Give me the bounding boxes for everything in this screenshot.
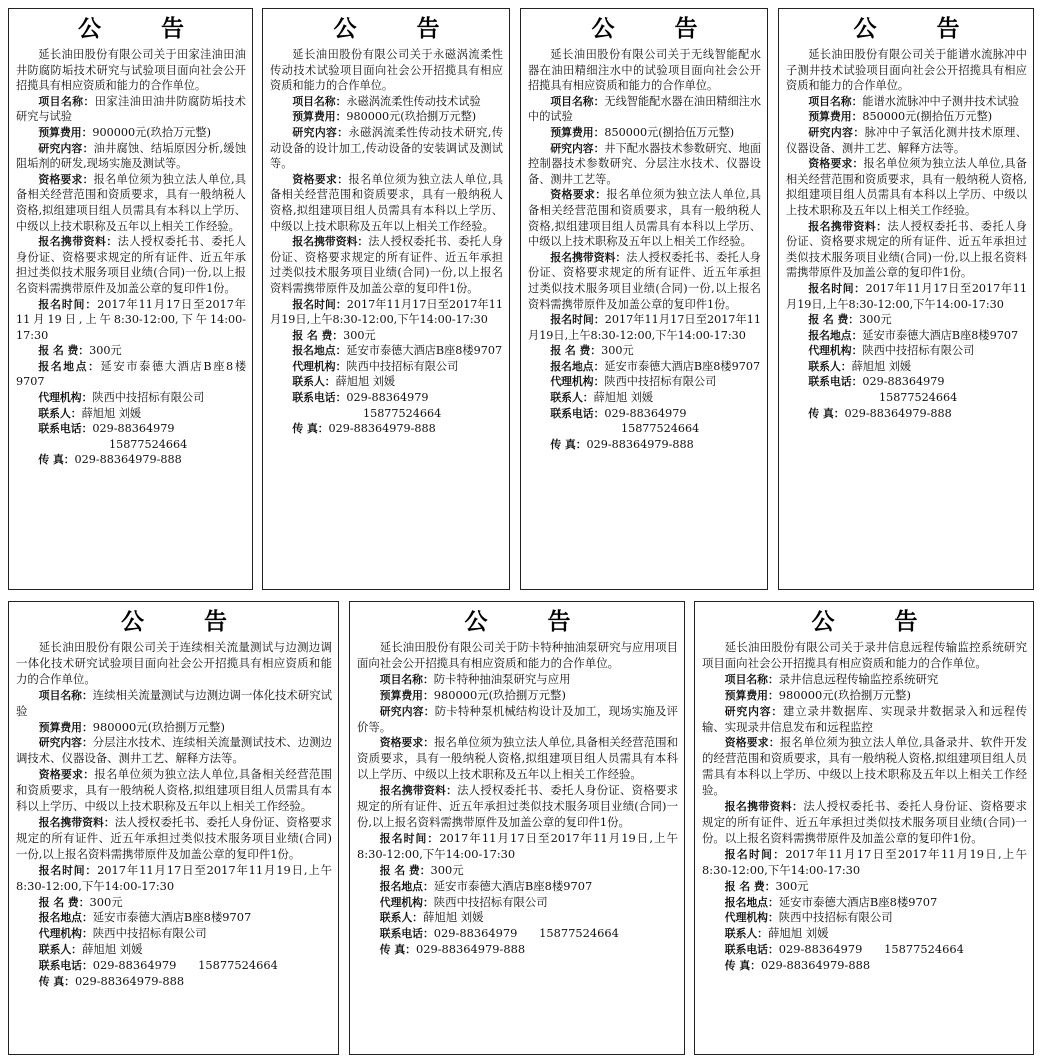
phone-value: 029-88364979 — [862, 375, 945, 389]
fax-label: 传 真： — [38, 975, 75, 989]
notice-body — [16, 47, 246, 468]
qualification-label: 资格要求： — [550, 188, 607, 202]
fee-label: 报 名 费： — [38, 895, 90, 909]
project-value: 永磁涡流柔性传动技术试验 — [346, 94, 481, 108]
fee-value: 300元 — [859, 313, 892, 327]
fax-label: 传 真： — [38, 453, 75, 467]
time-row — [16, 863, 332, 895]
phone-row-2 — [528, 421, 761, 437]
fax-row — [16, 452, 246, 468]
place-value: 延安市泰德大酒店B座8楼9707 — [433, 878, 593, 893]
qualification-label: 资格要求： — [292, 172, 349, 186]
project-row — [702, 672, 1027, 688]
project-label: 项目名称： — [379, 672, 434, 686]
fee-row — [702, 879, 1027, 895]
contact-value: 薛旭旭 刘媛 — [335, 375, 396, 389]
phone-row — [270, 390, 503, 406]
documents-label: 报名携带资料： — [38, 235, 118, 249]
phone-row-2 — [16, 437, 246, 453]
budget-label: 预算费用： — [379, 688, 434, 702]
time-row — [16, 297, 246, 344]
qualification-value: 报名单位须为独立法人单位,具备相关经营范围和资质要求，具有一般纳税人资格,拟组建项目组人员需具有本科以上学历、中级以上技术职称及五年以上相关工作经验。 — [357, 735, 679, 782]
project-value: 能谱水流脉冲中子测井技术试验 — [862, 94, 1020, 108]
documents-row — [16, 815, 332, 863]
fax-value: 029-88364979-888 — [74, 453, 182, 467]
documents-value: 法人授权委托书、委托人身份证、资格要求规定的所有证件、近五年承担过类似技术服务项目业绩(合同)一份,以上报名资料需携带原件及加盖公章的复印件1份。 — [16, 814, 332, 861]
fee-row — [786, 312, 1027, 328]
qualification-value: 报名单位须为独立法人单位,具备相关经营范围和资质要求，具有一般纳税人资格,拟组建项目组人员需具有本科以上学历、中级以上技术职称及五年以上相关工作经验。 — [16, 767, 333, 814]
agency-row — [16, 926, 332, 942]
content-value: 井下配水器技术参数研究、地面控制器技术参数研究、分层注水技术、仪器设备、测井工艺等。 — [528, 141, 762, 186]
content-row — [270, 125, 503, 172]
budget-value: 980000元(玖拾捌万元整) — [346, 110, 477, 124]
time-label: 报名时间： — [379, 831, 440, 845]
content-value: 油井腐蚀、结垢原因分析,缓蚀阻垢剂的研发,现场实施及测试等。 — [16, 141, 247, 171]
phone-spacer — [176, 958, 198, 972]
phone-spacer — [517, 926, 539, 940]
contact-label: 联系人： — [379, 911, 423, 925]
notice-intro: 延长油田股份有限公司关于无线智能配水器在油田精细注水中的试验项目面向社会公开招揽具有相应资质和能力的合作单位。 — [528, 48, 761, 93]
time-value: 2017年11月17日至2017年11月19日,上午8:30-12:00,下午14:00-17:30 — [357, 830, 678, 861]
contact-value: 薛旭旭 刘媛 — [81, 942, 143, 957]
content-row — [16, 735, 332, 767]
content-value: 建立录井数据库、实现录井数据录入和远程传输、实现录井信息发布和远程监控 — [702, 703, 1027, 734]
phone-value-2: 15877524664 — [878, 391, 958, 405]
documents-row — [786, 219, 1027, 281]
place-row — [16, 910, 332, 926]
fee-row — [270, 328, 503, 344]
phone-value-2: 15877524664 — [620, 422, 700, 436]
project-label: 项目名称： — [724, 672, 779, 686]
fax-value: 029-88364979-888 — [328, 422, 436, 436]
qualification-value: 报名单位须为独立法人单位,具备相关经营范围和资质要求，具有一般纳税人资格,拟组建项目组人员需具有本科以上学历、中级以上技术职称及五年以上相关工作经验。 — [270, 172, 504, 233]
agency-value: 陕西中技招标有限公司 — [346, 359, 459, 373]
fee-label: 报 名 费： — [38, 344, 90, 358]
content-row — [528, 141, 761, 188]
budget-label: 预算费用： — [808, 110, 863, 124]
notice-box — [8, 601, 339, 1055]
notice-title: 公 告 — [591, 16, 724, 42]
phone-value-2: 15877524664 — [539, 926, 619, 941]
fax-value: 029-88364979-888 — [74, 974, 185, 989]
notice-title: 公 告 — [811, 609, 944, 635]
content-label: 研究内容： — [808, 125, 865, 139]
content-label: 研究内容： — [379, 704, 435, 718]
budget-value: 850000元(捌拾伍万元整) — [604, 125, 735, 139]
phone-row — [357, 926, 678, 942]
budget-row — [16, 125, 246, 141]
phone-row — [528, 406, 761, 422]
qualification-row — [702, 735, 1027, 799]
project-label: 项目名称： — [292, 94, 347, 108]
qualification-row — [16, 767, 332, 815]
qualification-label: 资格要求： — [379, 736, 435, 750]
content-label: 研究内容： — [550, 141, 605, 155]
notice-box — [778, 8, 1034, 590]
phone-value: 029-88364979 — [92, 422, 175, 436]
budget-row — [702, 688, 1027, 704]
phone-value-2: 15877524664 — [884, 942, 964, 957]
phone-row — [786, 374, 1027, 390]
project-label: 项目名称： — [550, 94, 605, 108]
qualification-value: 报名单位须为独立法人单位,具备相关经营范围和资质要求，具有一般纳税人资格,拟组建项目组人员需具有本科以上学历、中级以上技术职称及五年以上相关工作经验。 — [786, 157, 1027, 217]
content-value: 永磁涡流柔性传动技术研究,传动设备的设计加工,传动设备的安装调试及测试等。 — [270, 125, 504, 171]
notice-box — [262, 8, 510, 590]
notice-title: 公 告 — [464, 609, 597, 635]
agency-value: 陕西中技招标有限公司 — [862, 344, 975, 358]
place-value: 延安市泰德大酒店B座8楼9707 — [604, 359, 761, 373]
notice-body — [702, 640, 1027, 974]
project-row — [528, 94, 761, 125]
fax-value: 029-88364979-888 — [586, 437, 694, 451]
content-value: 脉冲中子氧活化测井技术原理、仪器设备、测井工艺、解释方法等。 — [786, 125, 1027, 155]
qualification-label: 资格要求： — [808, 157, 864, 171]
fee-value: 300元 — [343, 328, 376, 342]
fee-value: 300元 — [89, 894, 123, 909]
agency-label: 代理机构： — [550, 375, 605, 389]
notice-box — [349, 601, 685, 1055]
content-value: 防卡特种泵机械结构设计及加工，现场实施及评价等。 — [357, 703, 678, 734]
place-row — [270, 343, 503, 359]
budget-row — [270, 109, 503, 125]
project-label: 项目名称： — [38, 94, 95, 108]
time-row — [702, 847, 1027, 879]
place-label: 报名地点： — [550, 359, 605, 373]
contact-value: 薛旭旭 刘媛 — [767, 926, 829, 941]
qualification-value: 报名单位须为独立法人单位,具备相关经营范围和资质要求，具有一般纳税人资格,拟组建项目组人员需具有本科以上学历、中级以上技术职称及五年以上相关工作经验。 — [16, 172, 247, 233]
contact-row — [528, 390, 761, 406]
phone-label: 联系电话： — [38, 959, 93, 973]
documents-row — [702, 799, 1027, 847]
qualification-row — [16, 172, 246, 234]
budget-row — [16, 720, 332, 736]
fee-row — [16, 343, 246, 359]
agency-label: 代理机构： — [379, 895, 434, 909]
documents-label: 报名携带资料： — [38, 815, 115, 829]
place-row — [357, 879, 678, 895]
agency-label: 代理机构： — [724, 911, 779, 925]
time-row — [270, 297, 503, 328]
agency-row — [16, 390, 246, 406]
phone-label: 联系电话： — [808, 375, 863, 389]
time-row — [786, 281, 1027, 312]
notice-title: 公 告 — [120, 609, 253, 635]
place-row — [702, 895, 1027, 911]
notice-body — [786, 47, 1027, 421]
notice-body — [16, 640, 332, 990]
time-row — [528, 312, 761, 343]
contact-value: 薛旭旭 刘媛 — [422, 910, 484, 925]
contact-row — [16, 942, 332, 958]
notice-box — [8, 8, 253, 590]
documents-row — [357, 783, 678, 831]
budget-row — [528, 125, 761, 141]
documents-value: 法人授权委托书、委托人身份证、资格要求规定的所有证件、近五年承担过类似技术服务项目业绩(合同)一份,以上报名资料需携带原件及加盖公章的复印件1份。 — [528, 250, 761, 311]
project-value: 防卡特种抽油泵研究与应用 — [433, 671, 571, 686]
fee-value: 300元 — [775, 878, 809, 893]
contact-label: 联系人： — [292, 375, 336, 389]
phone-row — [16, 421, 246, 437]
contact-label: 联系人： — [724, 927, 768, 941]
budget-label: 预算费用： — [38, 125, 93, 139]
phone-label: 联系电话： — [379, 927, 434, 941]
project-row — [16, 94, 246, 125]
contact-label: 联系人： — [550, 391, 594, 405]
place-label: 报名地点： — [38, 911, 93, 925]
time-value: 2017年11月17日至2017年11月19日,上午8:30-12:00,下午14:00-17:30 — [270, 297, 504, 327]
content-row — [702, 704, 1027, 736]
phone-row-2 — [786, 390, 1027, 406]
budget-value: 900000元(玖拾万元整) — [92, 125, 211, 139]
time-label: 报名时间： — [550, 313, 605, 327]
fee-label: 报 名 费： — [292, 328, 344, 342]
agency-row — [270, 359, 503, 375]
agency-label: 代理机构： — [38, 927, 93, 941]
fee-label: 报 名 费： — [550, 344, 602, 358]
notice-box — [694, 601, 1034, 1055]
notice-body — [357, 640, 678, 958]
phone-value: 029-88364979 — [778, 942, 863, 957]
qualification-row — [528, 187, 761, 249]
contact-row — [270, 374, 503, 390]
content-value: 分层注水技术、连续相关流量测试技术、边测边调技术、仪器设备、测井工艺、解释方法等。 — [16, 735, 332, 766]
documents-value: 法人授权委托书、委托人身份证、资格要求规定的所有证件、近五年承担过类似技术服务项目业绩(合同)一份,以上报名资料需携带原件及加盖公章的复印件1份。 — [270, 235, 503, 295]
project-value: 无线智能配水器在油田精细注水中的试验 — [528, 94, 762, 124]
project-value: 田家洼油田油井防腐防垢技术研究与试验 — [16, 94, 246, 124]
content-row — [16, 141, 246, 172]
documents-value: 法人授权委托书、委托人身份证、资格要求规定的所有证件、近五年承担过类似技术服务项目业绩(合同)一份,以上报名资料需携带原件及加盖公章的复印件1份。 — [357, 783, 678, 829]
place-row — [528, 359, 761, 375]
content-row — [786, 125, 1027, 156]
fee-value: 300元 — [601, 344, 634, 358]
place-label: 报名地点： — [808, 328, 863, 342]
phone-row-2 — [270, 406, 503, 422]
fax-label: 传 真： — [292, 422, 329, 436]
project-label: 项目名称： — [38, 688, 93, 702]
project-row — [786, 94, 1027, 110]
notice-box — [520, 8, 768, 590]
documents-label: 报名携带资料： — [550, 250, 627, 264]
fee-value: 300元 — [430, 862, 464, 877]
budget-label: 预算费用： — [550, 125, 605, 139]
agency-value: 陕西中技招标有限公司 — [604, 375, 717, 389]
qualification-value: 报名单位须为独立法人单位,具备录井、软件开发的经营范围和资质要求，具有一般纳税人资格,拟组建项目组人员需具有本科以上学历、中级以上技术职称及五年以上相关工作经验。 — [702, 735, 1028, 798]
notice-intro: 延长油田股份有限公司关于能谱水流脉冲中子测井技术试验项目面向社会公开招揽具有相应资质和能力的合作单位。 — [786, 48, 1027, 93]
qualification-label: 资格要求： — [724, 736, 780, 750]
content-label: 研究内容： — [38, 736, 93, 750]
fax-value: 029-88364979-888 — [415, 942, 526, 957]
contact-row — [357, 910, 678, 926]
agency-label: 代理机构： — [38, 391, 93, 405]
budget-row — [357, 688, 678, 704]
fax-value: 029-88364979-888 — [844, 406, 952, 420]
notice-intro: 延长油田股份有限公司关于永磁涡流柔性传动技术试验项目面向社会公开招揽具有相应资质和能力的合作单位。 — [270, 48, 503, 93]
place-value: 延安市泰德大酒店B座8楼9707 — [862, 328, 1019, 342]
budget-value: 980000元(玖拾捌万元整) — [778, 687, 911, 702]
documents-row — [528, 250, 761, 312]
time-value: 2017年11月17日至2017年11月19日,上午8:30-12:00,下午14:00-17:30 — [702, 846, 1027, 877]
phone-value-2: 15877524664 — [108, 437, 188, 451]
fax-row — [702, 958, 1027, 974]
fee-label: 报 名 费： — [808, 313, 860, 327]
fax-label: 传 真： — [808, 406, 845, 420]
project-value: 录井信息远程传输监控系统研究 — [778, 671, 939, 686]
agency-row — [357, 895, 678, 911]
budget-row — [786, 109, 1027, 125]
documents-value: 法人授权委托书、委托人身份证、资格要求规定的所有证件、近五年承担过类似技术服务项目业绩(合同)一份,以上报名资料需携带原件及加盖公章的复印件1份。 — [786, 219, 1027, 280]
qualification-row — [270, 172, 503, 234]
place-value: 延安市泰德大酒店B座8楼9707 — [92, 910, 252, 925]
project-row — [270, 94, 503, 110]
place-value: 延安市泰德大酒店B座8楼9707 — [16, 359, 247, 389]
budget-label: 预算费用： — [724, 688, 779, 702]
place-label: 报名地点： — [724, 895, 779, 909]
place-label: 报名地点： — [38, 359, 101, 373]
agency-value: 陕西中技招标有限公司 — [778, 910, 893, 925]
phone-spacer — [862, 942, 884, 956]
place-row — [16, 359, 246, 390]
fax-row — [357, 942, 678, 958]
fax-label: 传 真： — [550, 437, 587, 451]
time-value: 2017年11月17日至2017年11月19日,上午8:30-12:00,下午14:00-17:30 — [528, 313, 762, 342]
notice-intro: 延长油田股份有限公司关于连续相关流量测试与边测边调一体化技术研究试验项目面向社会公开招揽具有相应资质和能力的合作单位。 — [16, 640, 332, 686]
budget-label: 预算费用： — [38, 720, 93, 734]
agency-value: 陕西中技招标有限公司 — [92, 926, 207, 941]
time-label: 报名时间： — [38, 863, 98, 877]
agency-label: 代理机构： — [292, 359, 347, 373]
time-value: 2017年11月17日至2017年11月19日,上午8:30-12:00,下午14:00-17:30 — [16, 297, 246, 342]
place-label: 报名地点： — [292, 344, 347, 358]
qualification-row — [357, 735, 678, 783]
notice-title: 公 告 — [77, 16, 210, 42]
fee-value: 300元 — [89, 344, 122, 358]
fee-row — [16, 895, 332, 911]
contact-row — [702, 926, 1027, 942]
documents-row — [16, 234, 246, 296]
phone-label: 联系电话： — [292, 391, 347, 405]
time-label: 报名时间： — [292, 297, 347, 311]
fax-row — [786, 406, 1027, 422]
fax-value: 029-88364979-888 — [760, 958, 871, 973]
contact-label: 联系人： — [808, 359, 852, 373]
phone-row — [16, 958, 332, 974]
qualification-label: 资格要求： — [38, 768, 95, 782]
phone-value: 029-88364979 — [92, 958, 177, 973]
contact-row — [786, 359, 1027, 375]
place-value: 延安市泰德大酒店B座8楼9707 — [346, 344, 503, 358]
fax-label: 传 真： — [724, 959, 761, 973]
contact-value: 薛旭旭 刘媛 — [81, 406, 142, 420]
notice-title: 公 告 — [333, 16, 466, 42]
budget-value: 980000元(玖拾捌万元整) — [433, 687, 566, 702]
project-label: 项目名称： — [808, 94, 863, 108]
contact-row — [16, 406, 246, 422]
place-value: 延安市泰德大酒店B座8楼9707 — [778, 894, 938, 909]
documents-label: 报名携带资料： — [808, 219, 888, 233]
budget-value: 980000元(玖拾捌万元整) — [92, 719, 225, 734]
content-label: 研究内容： — [724, 704, 784, 718]
phone-label: 联系电话： — [724, 943, 779, 957]
phone-value-2: 15877524664 — [198, 958, 278, 973]
agency-row — [786, 343, 1027, 359]
documents-label: 报名携带资料： — [724, 800, 804, 814]
time-label: 报名时间： — [724, 847, 786, 861]
qualification-value: 报名单位须为独立法人单位,具备相关经营范围和资质要求，具有一般纳税人资格,拟组建项目组人员需具有本科以上学历、中级以上技术职称及五年以上相关工作经验。 — [528, 188, 762, 249]
project-value: 连续相关流量测试与边测边调一体化技术研究试验 — [16, 687, 332, 718]
fax-label: 传 真： — [379, 943, 416, 957]
place-row — [786, 328, 1027, 344]
fax-row — [270, 421, 503, 437]
phone-row — [702, 942, 1027, 958]
notice-body — [270, 47, 503, 437]
notice-intro: 延长油田股份有限公司关于防卡特种抽油泵研究与应用项目面向社会公开招揽具有相应资质和能力的合作单位。 — [357, 640, 678, 670]
time-label: 报名时间： — [38, 297, 98, 311]
contact-label: 联系人： — [38, 406, 82, 420]
agency-value: 陕西中技招标有限公司 — [92, 391, 205, 405]
qualification-row — [786, 156, 1027, 218]
notice-title: 公 告 — [853, 16, 986, 42]
phone-value: 029-88364979 — [346, 391, 429, 405]
documents-value: 法人授权委托书、委托人身份证、资格要求规定的所有证件、近五年承担过类似技术服务项目业绩(合同)一份,以上报名资料需携带原件及加盖公章的复印件1份。 — [16, 235, 246, 295]
phone-label: 联系电话： — [38, 422, 93, 436]
documents-value: 法人授权委托书、委托人身份证、资格要求规定的所有证件、近五年承担过类似技术服务项目业绩(合同)一份。以上报名资料需携带原件及加盖公章的复印件1份。 — [702, 799, 1027, 845]
project-row — [16, 688, 332, 720]
budget-label: 预算费用： — [292, 110, 347, 124]
budget-value: 850000元(捌拾伍万元整) — [862, 110, 993, 124]
agency-row — [702, 910, 1027, 926]
time-value: 2017年11月17日至2017年11月19日,上午8:30-12:00,下午14:00-17:30 — [786, 281, 1028, 311]
fax-row — [16, 974, 332, 990]
contact-value: 薛旭旭 刘媛 — [851, 359, 912, 373]
documents-row — [270, 234, 503, 296]
fee-label: 报 名 费： — [379, 863, 431, 877]
place-label: 报名地点： — [379, 879, 434, 893]
content-row — [357, 704, 678, 736]
qualification-label: 资格要求： — [38, 172, 94, 186]
project-row — [357, 672, 678, 688]
agency-row — [528, 374, 761, 390]
documents-label: 报名携带资料： — [379, 784, 458, 798]
fee-label: 报 名 费： — [724, 879, 776, 893]
time-value: 2017年11月17日至2017年11月19日,上午8:30-12:00,下午14:00-17:30 — [16, 862, 332, 893]
notice-intro: 延长油田股份有限公司关于田家洼油田油井防腐防垢技术研究与试验项目面向社会公开招揽具有相应资质和能力的合作单位。 — [16, 48, 246, 93]
documents-label: 报名携带资料： — [292, 235, 369, 249]
phone-value: 029-88364979 — [433, 926, 518, 941]
agency-label: 代理机构： — [808, 344, 863, 358]
content-label: 研究内容： — [38, 141, 94, 155]
content-label: 研究内容： — [292, 125, 349, 139]
agency-value: 陕西中技招标有限公司 — [433, 894, 548, 909]
fee-row — [528, 343, 761, 359]
fax-row — [528, 437, 761, 453]
time-label: 报名时间： — [808, 281, 866, 295]
phone-value-2: 15877524664 — [362, 406, 442, 420]
notice-body — [528, 47, 761, 452]
phone-value: 029-88364979 — [604, 406, 687, 420]
contact-value: 薛旭旭 刘媛 — [593, 391, 654, 405]
notice-intro: 延长油田股份有限公司关于录井信息远程传输监控系统研究项目面向社会公开招揽具有相应资质和能力的合作单位。 — [702, 640, 1027, 670]
time-row — [357, 831, 678, 863]
contact-label: 联系人： — [38, 943, 82, 957]
fee-row — [357, 863, 678, 879]
phone-label: 联系电话： — [550, 406, 605, 420]
